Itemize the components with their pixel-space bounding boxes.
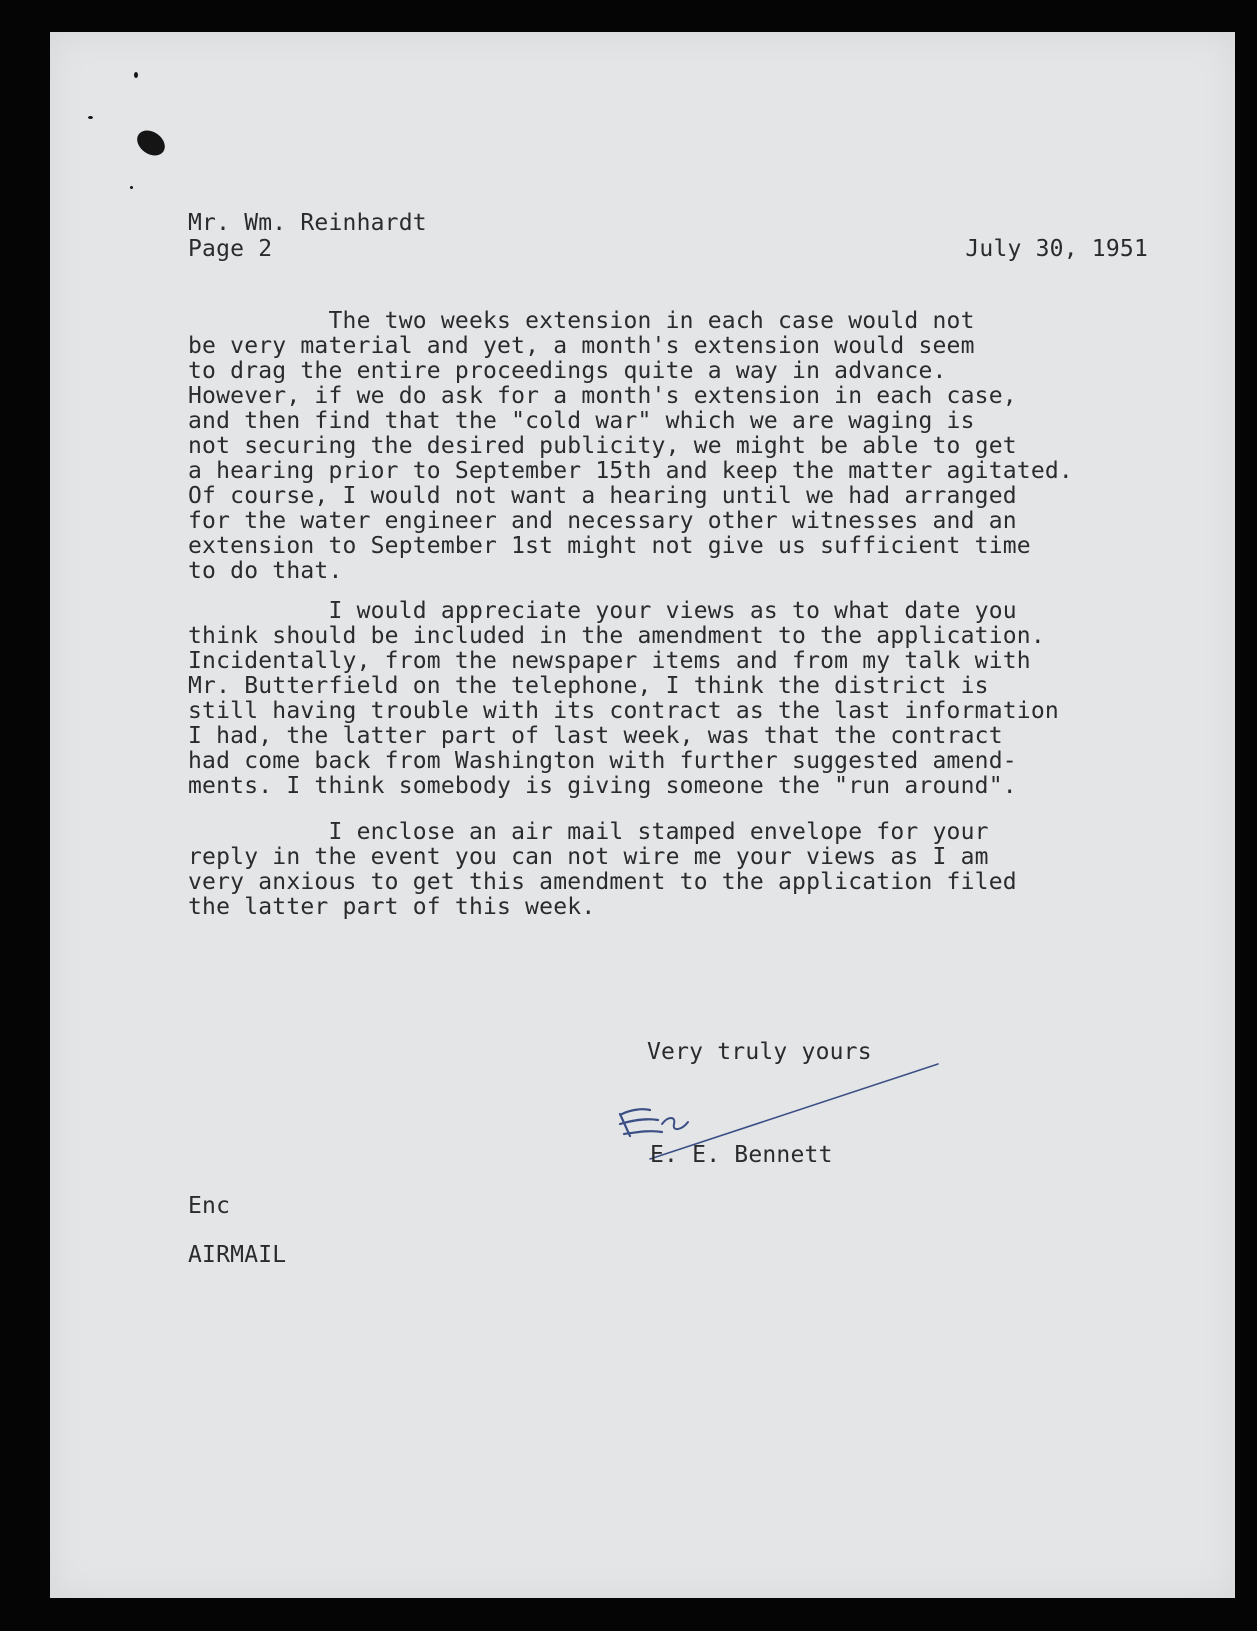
text-line: think should be included in the amendment to the application. [188,623,1045,649]
text-line: Incidentally, from the newspaper items and from my talk with [188,648,1031,674]
body-paragraph-1 [188,308,1148,646]
text-line: not securing the desired publicity, we might be able to get [188,433,1017,459]
text-line: and then find that the "cold war" which we are waging is [188,408,975,434]
body-paragraph-3 [188,819,1148,975]
recipient-line: Mr. Wm. Reinhardt [188,210,427,236]
text-line: very anxious to get this amendment to the application filed [188,869,1017,895]
text-line: to drag the entire proceedings quite a way in advance. [188,358,947,384]
text-line: ments. I think somebody is giving someone the "run around". [188,773,1017,799]
delivery-note: AIRMAIL [188,1242,287,1268]
text-line: The two weeks extension in each case would not [188,308,975,334]
speck-mark [130,186,133,189]
text-line: extension to September 1st might not give us sufficient time [188,533,1031,559]
text-line: I enclose an air mail stamped envelope for your [188,819,989,845]
speck-mark [134,72,138,78]
punch-mark [132,125,169,160]
speck-mark [88,116,93,119]
text-line: However, if we do ask for a month's extension in each case, [188,383,1017,409]
letter-date: July 30, 1951 [965,236,1148,262]
text-line: I would appreciate your views as to what date you [188,598,1017,624]
text-line: still having trouble with its contract as the last information [188,698,1059,724]
text-line: a hearing prior to September 15th and keep the matter agitated. [188,458,1073,484]
text-line: reply in the event you can not wire me your views as I am [188,844,989,870]
text-line: Of course, I would not want a hearing until we had arranged [188,483,1017,509]
text-line: I had, the latter part of last week, was that the contract [188,723,1003,749]
text-line: the latter part of this week. [188,894,596,920]
closing-line: Very truly yours [647,1039,872,1065]
signer-name: E. E. Bennett [650,1142,833,1168]
enclosure-note: Enc [188,1193,231,1219]
text-line: for the water engineer and necessary other witnesses and an [188,508,1017,534]
text-line: to do that. [188,558,343,584]
text-line: be very material and yet, a month's extension would seem [188,333,975,359]
text-line: had come back from Washington with further suggested amend- [188,748,1017,774]
letter-page [50,32,1235,1598]
text-line: Mr. Butterfield on the telephone, I think the district is [188,673,989,699]
page-label: Page 2 [188,236,273,262]
